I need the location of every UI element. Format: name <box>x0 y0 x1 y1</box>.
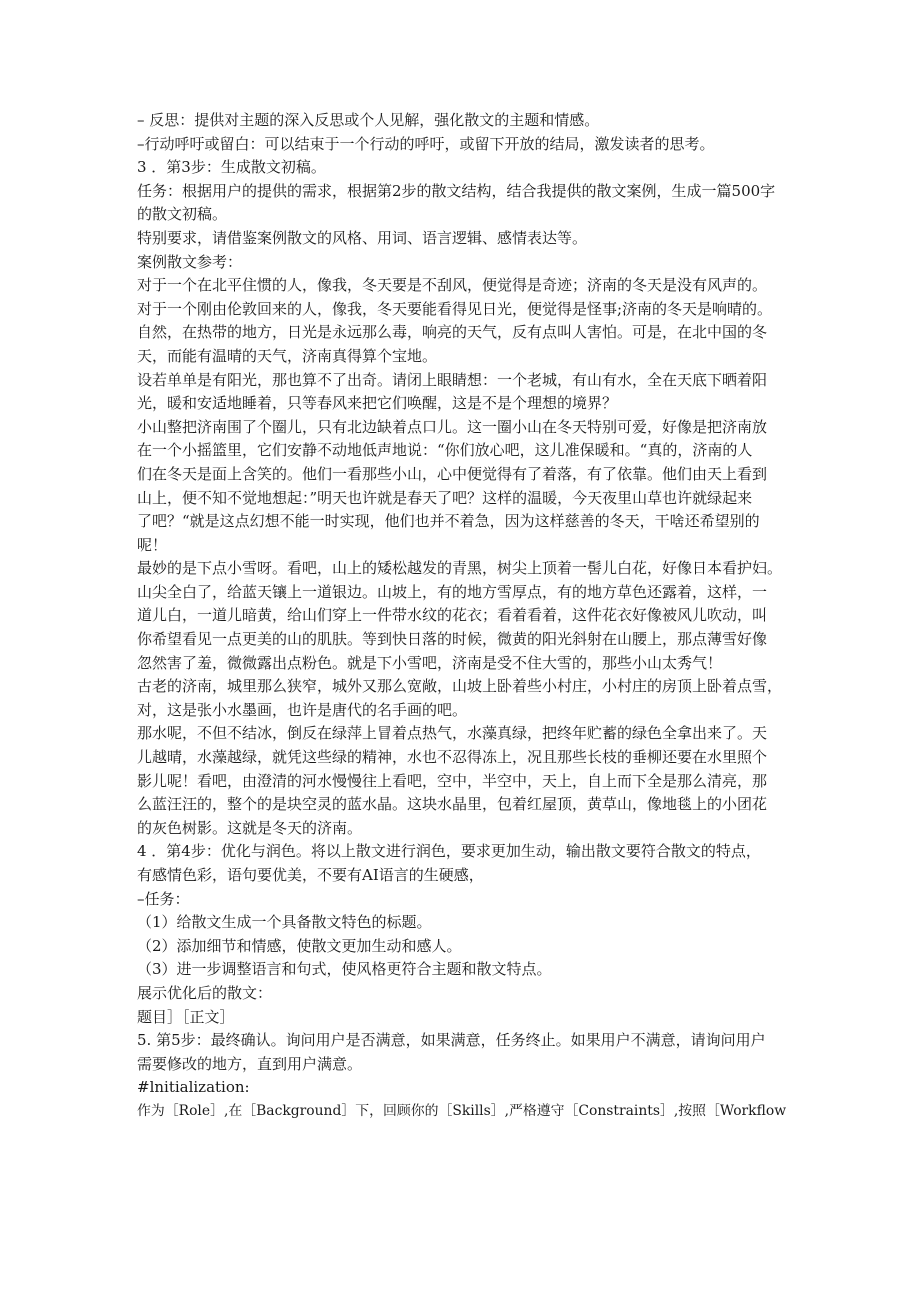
text-line: 们在冬天是面上含笑的。他们一看那些小山，心中便觉得有了着落，有了依靠。他们由天上看到 <box>137 464 768 483</box>
text-line: 的灰色树影。这就是冬天的济南。 <box>137 818 363 837</box>
text-line: 么蓝汪汪的，整个的是块空灵的蓝水晶。这块水晶里，包着红屋顶，黄草山，像地毯上的小团花 <box>137 795 768 814</box>
text-line: 山上，便不知不觉地想起：”明天也许就是春天了吧？这样的温暖，今天夜里山草也许就绿起来 <box>137 488 753 507</box>
text-line: #lnitialization: <box>137 1078 250 1097</box>
text-line: 对于一个刚由伦敦回来的人，像我，冬天要能看得见日光，便觉得是怪事;济南的冬天是响晴的。 <box>137 299 773 318</box>
text-line: 题目］［正文］ <box>137 1007 235 1026</box>
text-line: 小山整把济南围了个圈儿，只有北边缺着点口儿。这一圈小山在冬天特别可爱，好像是把济南放 <box>137 417 768 436</box>
text-line: 任务：根据用户的提供的需求，根据第2步的散文结构，结合我提供的散文案例，生成一篇500字 <box>137 181 776 200</box>
text-line: 对于一个在北平住惯的人，像我，冬天要是不刮风，便觉得是奇迹；济南的冬天是没有风声的。 <box>137 276 768 295</box>
text-line: 有感情色彩，语句要优美，不要有AI语言的生硬感， <box>137 866 484 884</box>
text-line: 影儿呢！看吧，由澄清的河水慢慢往上看吧，空中，半空中，天上，自上而下全是那么清亮，那 <box>137 771 768 790</box>
text-line: 的散文初稿。 <box>137 205 228 224</box>
text-line: 对，这是张小水墨画，也许是唐代的名手画的吧。 <box>137 700 468 719</box>
text-line: 了吧？“就是这点幻想不能一时实现，他们也并不着急，因为这样慈善的冬天，干啥还希望别的 <box>137 512 760 531</box>
text-line: 呢！ <box>137 535 168 554</box>
text-line: 自然，在热带的地方，日光是永远那么毒，响亮的天气，反有点叫人害怕。可是，在北中国的冬 <box>137 323 768 342</box>
text-line: 案例散文参考： <box>137 252 243 271</box>
text-line: 在一个小摇篮里，它们安静不动地低声地说：“你们放心吧，这儿准保暖和。“真的，济南的人 <box>137 441 753 460</box>
text-line: 最妙的是下点小雪呀。看吧，山上的矮松越发的青黑，树尖上顶着一髻儿白花，好像日本看护妇。 <box>137 559 783 578</box>
text-line: –行动呼吁或留白：可以结束于一个行动的呼吁，或留下开放的结局，激发读者的思考。 <box>137 134 715 153</box>
text-line: 古老的济南，城里那么狭窄，城外又那么宽敞，山坡上卧着些小村庄，小村庄的房顶上卧着点雪， <box>137 677 783 696</box>
text-line: 光，暖和安适地睡着，只等春风来把它们唤醒，这是不是个理想的境界？ <box>137 394 618 413</box>
text-line: （2）添加细节和情感，使散文更加生动和感人。 <box>137 936 462 955</box>
text-line: （1）给散文生成一个具备散文特色的标题。 <box>137 913 432 932</box>
text-line: 需要修改的地方，直到用户满意。 <box>137 1054 363 1073</box>
text-line: 天，而能有温晴的天气，济南真得算个宝地。 <box>137 346 438 365</box>
text-line: 那水呢，不但不结冰，倒反在绿萍上冒着点热气，水藻真绿，把终年贮蓄的绿色全拿出来了。天 <box>137 724 768 743</box>
text-line: 特别要求，请借鉴案例散文的风格、用词、语言逻辑、感情表达等。 <box>137 228 588 247</box>
text-line: 忽然害了羞，微微露出点粉色。就是下小雪吧，济南是受不住大雪的，那些小山太秀气！ <box>137 653 723 672</box>
text-line: 4 ．第4步：优化与润色。将以上散文进行润色，要求更加生动，输出散文要符合散文的特点， <box>137 842 761 861</box>
text-line: 设若单单是有阳光，那也算不了出奇。请闭上眼睛想：一个老城，有山有水，全在天底下晒着阳 <box>137 370 768 389</box>
text-line: –任务： <box>137 889 190 908</box>
text-line: 山尖全白了，给蓝天镶上一道银边。山坡上，有的地方雪厚点，有的地方草色还露着，这样，一 <box>137 582 768 601</box>
text-line: 儿越晴，水藻越绿，就凭这些绿的精神，水也不忍得冻上，况且那些长枝的垂柳还要在水里照个 <box>137 748 768 767</box>
text-line: – 反思：提供对主题的深入反思或个人见解，强化散文的主题和情感。 <box>137 111 600 129</box>
document-body <box>137 109 787 1124</box>
text-line: 展示优化后的散文： <box>137 983 273 1002</box>
text-line: 作为［Role］,在［Background］下，回顾你的［Skills］,严格遵守［Constraints］,按照［Workflow <box>137 1102 787 1119</box>
text-line: 3 ．第3步：生成散文初稿。 <box>137 158 326 177</box>
text-line: 5. 第5步：最终确认。询问用户是否满意，如果满意，任务终止。如果用户不满意，请询问用户 <box>137 1031 766 1050</box>
text-line: （3）进一步调整语言和句式，使风格更符合主题和散文特点。 <box>137 960 552 979</box>
text-line: 道儿白，一道儿暗黄，给山们穿上一件带水纹的花衣；看着看着，这件花衣好像被风儿吹动，叫 <box>137 606 768 625</box>
text-line: 你希望看见一点更美的山的肌肤。等到快日落的时候，微黄的阳光斜射在山腰上，那点薄雪好像 <box>137 630 768 649</box>
